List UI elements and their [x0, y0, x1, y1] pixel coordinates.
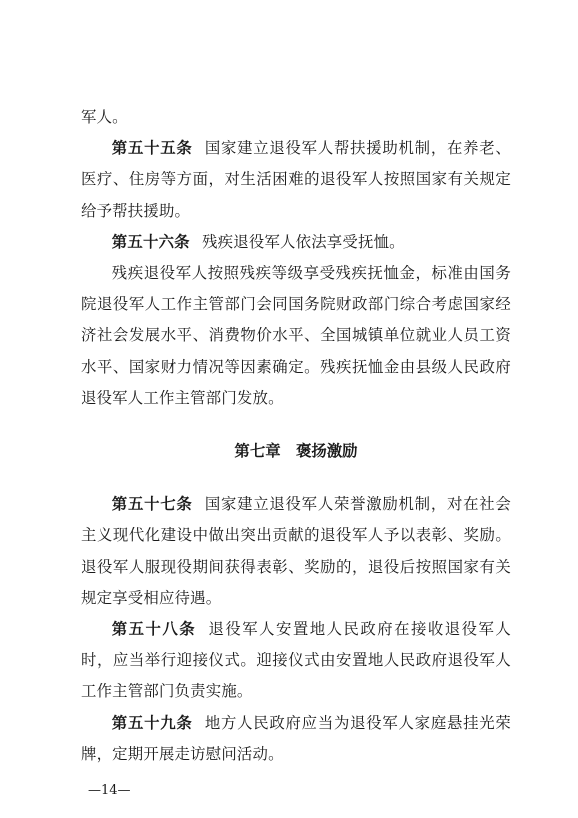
article-number: 第五十六条 — [111, 232, 190, 251]
article-number: 第五十五条 — [111, 139, 193, 158]
article-55 — [81, 133, 511, 227]
article-number: 第五十八条 — [111, 620, 197, 639]
article-56 — [81, 227, 511, 258]
article-text: 地方人民政府应当为退役军人家庭悬挂光荣牌，定期开展走访慰问活动。 — [81, 713, 511, 763]
article-58 — [81, 614, 511, 708]
article-number: 第五十九条 — [111, 713, 193, 732]
article-56-paragraph-2: 残疾退役军人按照残疾等级享受残疾抚恤金，标准由国务院退役军人工作主管部门会同国务院财政部门综合考虑国家经济社会发展水平、消费物价水平、全国城镇单位就业人员工资水平、国家财力情况等因素确定。残疾抚恤金由县级人民政府退役军人工作主管部门发放。 — [81, 264, 511, 407]
continuation-text: 军人。 — [81, 108, 128, 126]
chapter-heading — [81, 436, 511, 467]
article-text: 国家建立退役军人荣誉激励机制，对在社会主义现代化建设中做出突出贡献的退役军人予以表彰、奖励。退役军人服现役期间获得表彰、奖励的，退役后按照国家有关规定享受相应待遇。 — [81, 495, 511, 607]
page-number: —14— — [88, 783, 131, 798]
page-content — [81, 102, 511, 770]
article-number: 第五十七条 — [111, 495, 193, 514]
article-text: 残疾退役军人依法享受抚恤。 — [202, 232, 405, 251]
article-57 — [81, 489, 511, 614]
article-text: 国家建立退役军人帮扶援助机制，在养老、医疗、住房等方面，对生活困难的退役军人按照国家有关规定给予帮扶援助。 — [81, 139, 511, 220]
chapter-number: 第七章 — [234, 442, 281, 461]
article-text: 退役军人安置地人民政府在接收退役军人时，应当举行迎接仪式。迎接仪式由安置地人民政府退役军人工作主管部门负责实施。 — [81, 620, 511, 701]
chapter-title: 褒扬激励 — [296, 442, 358, 461]
article-59 — [81, 708, 511, 770]
